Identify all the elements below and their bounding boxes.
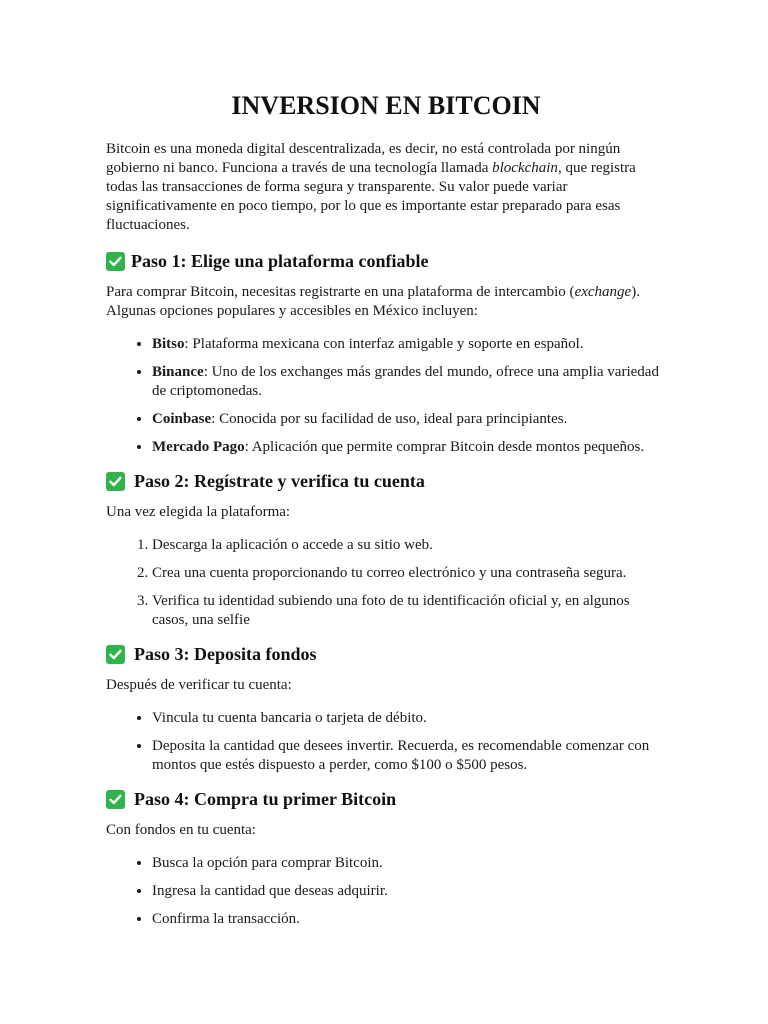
- list-item: • Vincula tu cuenta bancaria o tarjeta de débito.: [152, 709, 666, 728]
- platform-desc: : Plataforma mexicana con interfaz amigable y soporte en español.: [184, 336, 584, 352]
- list-item: [152, 410, 666, 429]
- intro-paragraph: [106, 140, 666, 235]
- step3-heading: [106, 642, 666, 666]
- list-item: [152, 363, 666, 401]
- platform-name: Coinbase: [152, 411, 212, 427]
- list-item: 2. Crea una cuenta proporcionando tu correo electrónico y una contraseña segura.: [152, 564, 666, 583]
- platform-desc: : Uno de los exchanges más grandes del mundo, ofrece una amplia variedad de criptomonedas.: [152, 364, 659, 399]
- platform-desc: : Conocida por su facilidad de uso, ideal para principiantes.: [211, 411, 568, 427]
- step1-paragraph: [106, 283, 666, 321]
- intro-text: Bitcoin es una moneda digital descentralizada, es decir, no está controlada por ningún gobierno ni banco. Funciona a través de una tecnología llamada: [106, 141, 621, 176]
- list-item: • Ingresa la cantidad que deseas adquirir.: [152, 882, 666, 901]
- step1-heading-text: Paso 1: Elige una plataforma confiable: [131, 251, 429, 271]
- document-title: INVERSION EN BITCOIN: [231, 91, 541, 120]
- step4-heading: [106, 787, 666, 811]
- list-item: • Deposita la cantidad que desees invertir. Recuerda, es recomendable comenzar con montos que estés dispuesto a perder, como $100 o $500 pesos.: [152, 737, 666, 775]
- list-item: [152, 438, 666, 457]
- step1-heading: [106, 249, 666, 273]
- platform-desc: : Aplicación que permite comprar Bitcoin desde montos pequeños.: [244, 439, 645, 455]
- deposit-list: [106, 709, 666, 775]
- check-mark-icon: [106, 645, 125, 664]
- platform-name: Mercado Pago: [152, 439, 245, 455]
- check-mark-icon: [106, 252, 125, 271]
- platform-list: [106, 335, 666, 457]
- step2-heading-text: Paso 2: Regístrate y verifica tu cuenta: [134, 471, 425, 491]
- list-item: • Confirma la transacción.: [152, 910, 666, 929]
- list-item: • Busca la opción para comprar Bitcoin.: [152, 854, 666, 873]
- step2-paragraph: Una vez elegida la plataforma:: [106, 504, 291, 520]
- document-page: [106, 88, 666, 941]
- step1-italic-term: exchange: [574, 284, 632, 300]
- list-item: 3. Verifica tu identidad subiendo una foto de tu identificación oficial y, en algunos casos, una selfie: [152, 592, 666, 630]
- step4-heading-text: Paso 4: Compra tu primer Bitcoin: [134, 789, 397, 809]
- list-item: 1. Descarga la aplicación o accede a su sitio web.: [152, 536, 666, 555]
- platform-name: Bitso: [152, 336, 185, 352]
- step2-heading: [106, 469, 666, 493]
- step3-heading-text: Paso 3: Deposita fondos: [134, 644, 317, 664]
- check-mark-icon: [106, 472, 125, 491]
- step1-text: Para comprar Bitcoin, necesitas registrarte en una plataforma de intercambio (: [106, 284, 575, 300]
- list-item: [152, 335, 666, 354]
- step1-text-cont: ). Algunas opciones populares y accesibles en México incluyen:: [106, 284, 640, 319]
- intro-text-cont: , que registra todas las transacciones de forma segura y transparente. Su valor puede variar significativamente en poco tiempo, por lo que es importante estar preparado para esas fluctuaciones.: [106, 160, 636, 233]
- intro-italic-term: blockchain: [492, 160, 558, 176]
- check-mark-icon: [106, 790, 125, 809]
- purchase-list: [106, 854, 666, 929]
- step3-paragraph: Después de verificar tu cuenta:: [106, 677, 292, 693]
- registration-steps-list: [106, 536, 666, 630]
- step4-paragraph: Con fondos en tu cuenta:: [106, 822, 256, 838]
- platform-name: Binance: [152, 364, 204, 380]
